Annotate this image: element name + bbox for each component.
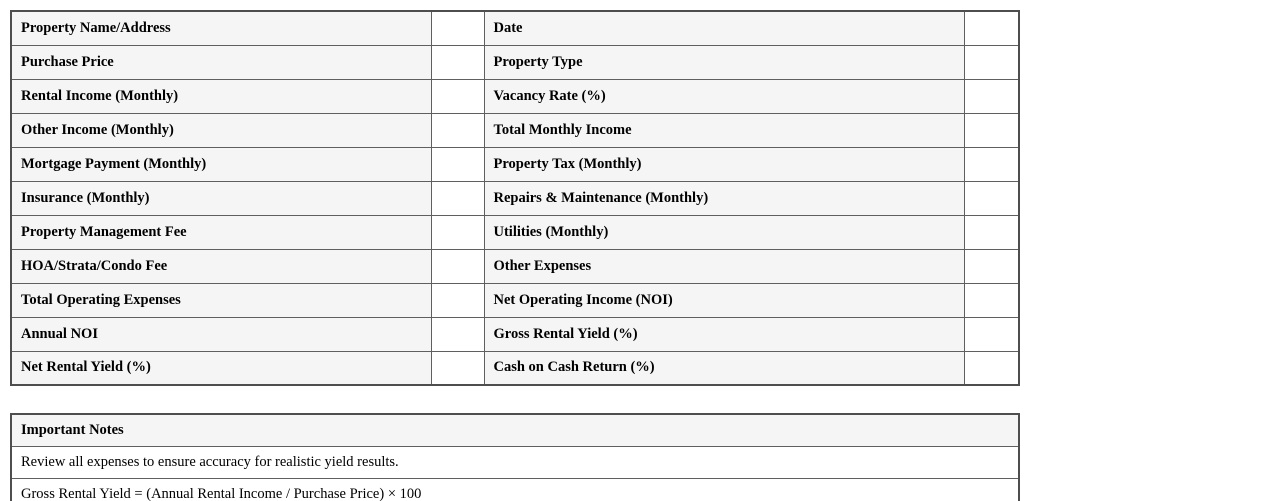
field-value-cell	[964, 351, 1019, 385]
field-label-property-type: Property Type	[484, 45, 964, 79]
field-label-date: Date	[484, 11, 964, 45]
table-row	[11, 113, 1019, 147]
field-value-cell	[964, 147, 1019, 181]
table-row	[11, 351, 1019, 385]
field-label-insurance: Insurance (Monthly)	[11, 181, 431, 215]
field-value-cell	[964, 79, 1019, 113]
notes-item-row	[11, 479, 1019, 501]
table-row	[11, 317, 1019, 351]
field-value-cell	[431, 147, 484, 181]
property-worksheet-table	[10, 10, 1020, 386]
field-value-cell	[431, 45, 484, 79]
notes-item-row	[11, 447, 1019, 479]
field-label-total-operating-expenses: Total Operating Expenses	[11, 283, 431, 317]
field-label-hoa-strata-condo-fee: HOA/Strata/Condo Fee	[11, 249, 431, 283]
field-label-total-monthly-income: Total Monthly Income	[484, 113, 964, 147]
field-value-cell	[964, 283, 1019, 317]
field-value-cell	[431, 317, 484, 351]
field-label-rental-income: Rental Income (Monthly)	[11, 79, 431, 113]
field-value-cell	[431, 215, 484, 249]
table-row	[11, 181, 1019, 215]
field-label-annual-noi: Annual NOI	[11, 317, 431, 351]
field-label-net-rental-yield: Net Rental Yield (%)	[11, 351, 431, 385]
table-row	[11, 79, 1019, 113]
field-label-other-expenses: Other Expenses	[484, 249, 964, 283]
field-value-cell	[964, 317, 1019, 351]
table-row	[11, 283, 1019, 317]
field-value-cell	[431, 351, 484, 385]
field-value-cell	[431, 113, 484, 147]
table-row	[11, 147, 1019, 181]
table-row	[11, 249, 1019, 283]
field-label-property-name: Property Name/Address	[11, 11, 431, 45]
field-label-gross-rental-yield: Gross Rental Yield (%)	[484, 317, 964, 351]
notes-title: Important Notes	[11, 414, 1019, 447]
field-label-other-income: Other Income (Monthly)	[11, 113, 431, 147]
field-value-cell	[431, 11, 484, 45]
notes-item-text: Review all expenses to ensure accuracy for realistic yield results.	[11, 447, 1019, 479]
field-value-cell	[431, 181, 484, 215]
field-value-cell	[431, 283, 484, 317]
field-value-cell	[431, 249, 484, 283]
field-label-property-tax: Property Tax (Monthly)	[484, 147, 964, 181]
field-label-mortgage-payment: Mortgage Payment (Monthly)	[11, 147, 431, 181]
field-label-property-management-fee: Property Management Fee	[11, 215, 431, 249]
notes-item-text: Gross Rental Yield = (Annual Rental Income / Purchase Price) × 100	[11, 479, 1019, 501]
field-value-cell	[964, 113, 1019, 147]
field-label-repairs-maintenance: Repairs & Maintenance (Monthly)	[484, 181, 964, 215]
table-row	[11, 45, 1019, 79]
field-label-utilities: Utilities (Monthly)	[484, 215, 964, 249]
table-row	[11, 11, 1019, 45]
field-label-purchase-price: Purchase Price	[11, 45, 431, 79]
field-value-cell	[964, 11, 1019, 45]
field-value-cell	[964, 249, 1019, 283]
field-value-cell	[431, 79, 484, 113]
field-value-cell	[964, 181, 1019, 215]
field-value-cell	[964, 215, 1019, 249]
field-label-cash-on-cash-return: Cash on Cash Return (%)	[484, 351, 964, 385]
notes-header-row	[11, 414, 1019, 447]
field-label-net-operating-income: Net Operating Income (NOI)	[484, 283, 964, 317]
table-row	[11, 215, 1019, 249]
field-label-vacancy-rate: Vacancy Rate (%)	[484, 79, 964, 113]
important-notes-table	[10, 413, 1020, 501]
field-value-cell	[964, 45, 1019, 79]
